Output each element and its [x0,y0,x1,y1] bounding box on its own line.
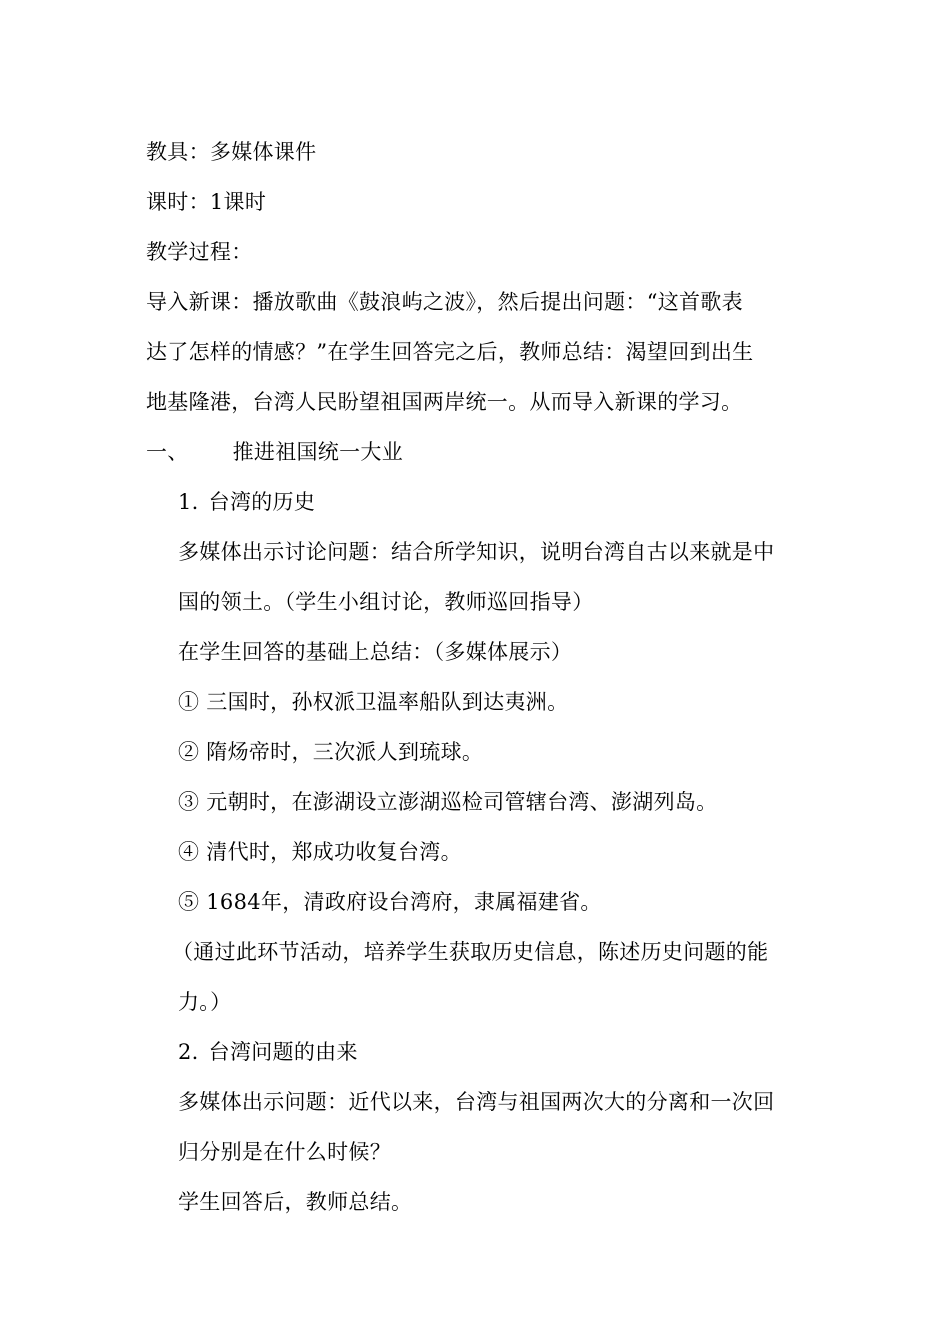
subsection-heading [178,489,315,515]
list-item: ④ 清代时，郑成功收复台湾。 [178,840,462,864]
list-item: ③ 元朝时，在澎湖设立澎湖巡检司管辖台湾、澎湖列岛。 [178,790,718,814]
subsection-heading [178,1039,358,1065]
teaching-process-label: 教学过程： [146,240,253,264]
paragraph-line: 多媒体出示讨论问题：结合所学知识，说明台湾自古以来就是中 [178,540,775,564]
intro-paragraph-line: 达了怎样的情感？”在学生回答完之后，教师总结：渴望回到出生 [146,340,754,364]
class-hours-line: 课时：1课时 [146,190,267,214]
paragraph-line: 国的领土。（学生小组讨论，教师巡回指导） [178,590,594,614]
intro-paragraph-line: 导入新课：播放歌曲《鼓浪屿之波》，然后提出问题：“这首歌表 [146,290,743,314]
section-number: 一、 [146,440,189,464]
list-item: ② 隋炀帝时，三次派人到琉球。 [178,740,484,764]
subsection-number: 1. [178,490,199,514]
paragraph-line: 学生回答后，教师总结。 [178,1190,413,1214]
list-item: ⑤ 1684年，清政府设台湾府，隶属福建省。 [178,890,602,914]
paragraph-line: 多媒体出示问题：近代以来，台湾与祖国两次大的分离和一次回 [178,1090,775,1114]
subsection-title: 台湾问题的由来 [208,1040,358,1064]
section-title: 推进祖国统一大业 [232,440,404,464]
section-heading [146,439,403,465]
paragraph-line: 归分别是在什么时候？ [178,1140,391,1164]
paragraph-line: 力。） [178,990,232,1014]
paragraph-line: 在学生回答的基础上总结：（多媒体展示） [178,640,573,664]
list-item: ① 三国时，孙权派卫温率船队到达夷洲。 [178,690,569,714]
paragraph-line: （通过此环节活动，培养学生获取历史信息，陈述历史问题的能 [172,940,769,964]
subsection-title: 台湾的历史 [208,490,316,514]
teaching-aids-line: 教具：多媒体课件 [146,140,317,164]
subsection-number: 2. [178,1040,199,1064]
intro-paragraph-line: 地基隆港，台湾人民盼望祖国两岸统一。从而导入新课的学习。 [146,390,743,414]
